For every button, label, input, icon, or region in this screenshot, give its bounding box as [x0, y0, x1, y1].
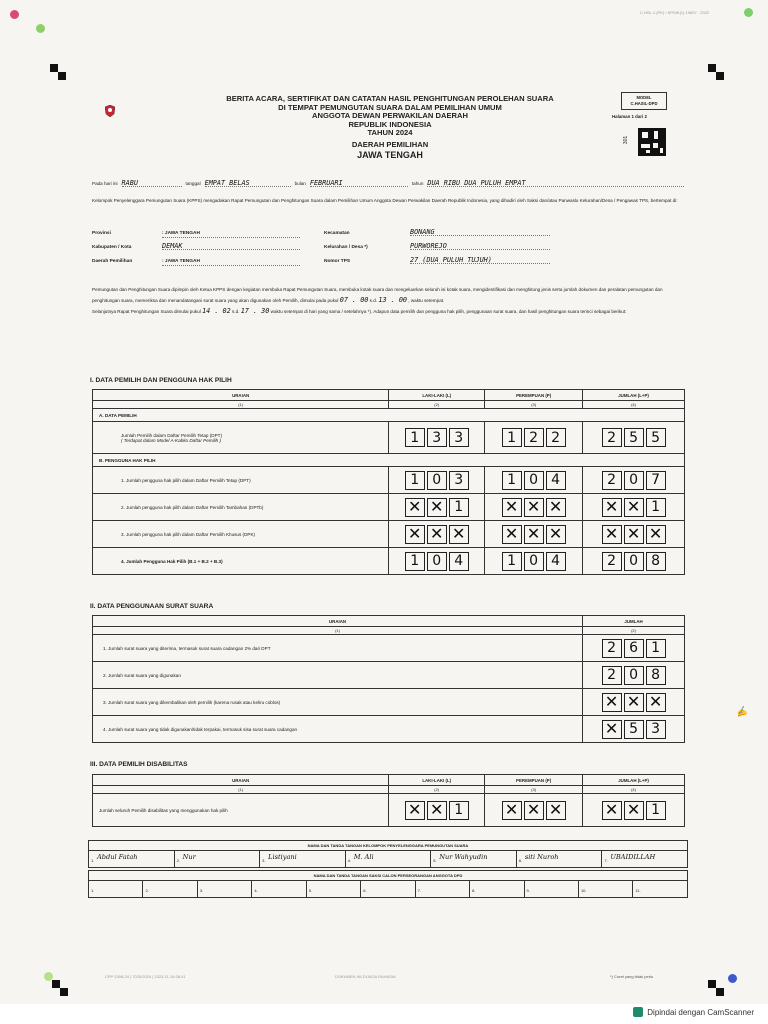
digit-box: 3	[646, 720, 666, 739]
date-label: tanggal	[185, 181, 201, 186]
table-row-label	[93, 422, 389, 454]
corner-mark-icon	[708, 980, 716, 988]
signature-number: 7.	[604, 858, 608, 863]
digit-box: ✕	[524, 525, 544, 544]
saksi-title: NAMA DAN TANDA TANGAN SAKSI CALON PERSEORANGAN ANGGOTA DPD	[89, 871, 688, 881]
digit-cell	[583, 422, 685, 454]
saksi-signature-cell	[470, 881, 524, 898]
dapil-label: Daerah Pemilihan	[92, 259, 133, 264]
location-block	[92, 228, 552, 272]
table-row-label: 2. Jumlah pengguna hak pilih dalam Daftar Pemilih Tambahan (DPTb)	[93, 494, 389, 521]
digit-box: ✕	[602, 498, 622, 517]
signature-number: 1.	[91, 858, 95, 863]
digit-box: 0	[427, 471, 447, 490]
digit-box: 1	[405, 552, 425, 571]
section-2-table	[92, 615, 685, 743]
col-number: (3)	[485, 401, 583, 409]
kpps-signature-cell	[89, 851, 175, 868]
table-row-label: Jumlah seluruh Pemilih disabilitas yang menggunakan hak pilih	[93, 794, 389, 827]
kpps-signature-cell	[174, 851, 260, 868]
provinsi-label: Provinsi	[92, 231, 111, 236]
corner-mark-icon	[716, 72, 724, 80]
table-row-label: 2. Jumlah surat suara yang digunakan	[93, 662, 583, 689]
date-label: Pada hari ini	[92, 181, 118, 186]
digit-cell	[485, 467, 583, 494]
signature-number: 3.	[262, 858, 266, 863]
until-label: s.d.	[369, 298, 378, 303]
col-header: URAIAN	[93, 616, 583, 627]
digit-box: 0	[624, 666, 644, 685]
digit-box: ✕	[524, 498, 544, 517]
kecamatan-value: BONANG	[410, 229, 550, 236]
signature-number: 8.	[472, 888, 476, 893]
signature-number: 5.	[308, 888, 313, 893]
col-header: URAIAN	[93, 390, 389, 401]
table-row-label: 4. Jumlah surat suara yang tidak digunakan/tidak terpakai, termasuk sisa surat suara cadangan	[93, 716, 583, 743]
row-text: Jumlah Pemilih dalam Daftar Pemilih Tetap (DPT)	[121, 432, 223, 438]
kabupaten-value: DEMAK	[162, 243, 300, 250]
digit-box: 2	[602, 471, 622, 490]
col-number: (1)	[93, 401, 389, 409]
date-label: tahun	[411, 181, 424, 186]
digit-box: 1	[502, 552, 522, 571]
digit-box: 4	[546, 471, 566, 490]
signature-name: Nur Wahyudin	[439, 853, 488, 861]
digit-box: 0	[524, 552, 544, 571]
count-end-time: 17 . 30	[240, 307, 270, 315]
digit-cell	[583, 716, 685, 743]
digit-box: 8	[646, 666, 666, 685]
section-1-title: I. DATA PEMILIH DAN PENGGUNA HAK PILIH	[90, 377, 232, 384]
digit-box: ✕	[449, 525, 469, 544]
digit-cell	[485, 494, 583, 521]
kpps-signature-cell	[602, 851, 688, 868]
count-start-time: 14 . 02	[202, 307, 231, 315]
digit-box: ✕	[624, 693, 644, 712]
digit-box: 1	[646, 801, 666, 820]
col-header: PEREMPUAN (P)	[485, 390, 583, 401]
signature-number: 2.	[145, 888, 149, 893]
signature-name: Nur	[182, 853, 196, 861]
col-number: (1)	[93, 627, 583, 635]
digit-box: 4	[449, 552, 469, 571]
digit-box: ✕	[546, 801, 566, 820]
signature-number: 6.	[363, 888, 367, 893]
col-number: (1)	[93, 786, 389, 794]
paragraph-text: waktu setempat di hari yang sama / setelahnya *). Adapun data pemilih dan pengguna hak pilih, penggunaan surat suara, dan hasil penghitungan suara terinci sebagai berikut:	[270, 309, 627, 314]
col-header: JUMLAH (L+P)	[583, 775, 685, 786]
signature-number: 11.	[635, 888, 641, 893]
digit-cell	[583, 794, 685, 827]
footer-left-text: CPP 2308-24 | 7020/2024 | 2023-11-16 08:41	[105, 974, 186, 979]
table-row-label: 3. Jumlah surat suara yang dikembalikan oleh pemilih (karena rusak atau keliru coblos)	[93, 689, 583, 716]
saksi-signature-cell	[578, 881, 632, 898]
digit-box: ✕	[427, 801, 447, 820]
row-note: ( Terdapat dalam Model A-Kabko Daftar Pemilih )	[121, 437, 222, 443]
corner-mark-icon	[58, 72, 66, 80]
kpps-signature-cell	[431, 851, 517, 868]
footer-right-text: *) Coret yang tidak perlu	[610, 974, 654, 979]
saksi-signature-cell	[143, 881, 197, 898]
table-row-label: 4. Jumlah Pengguna Hak Pilih (B.1 + B.2 + B.3)	[93, 548, 389, 575]
signature-name: UBAIDILLAH	[610, 853, 656, 861]
pin-icon	[728, 974, 737, 983]
kpps-title: NAMA DAN TANDA TANGAN KELOMPOK PENYELENGGARA PEMUNGUTAN SUARA	[89, 841, 688, 851]
digit-box: 2	[602, 639, 622, 658]
digit-box: 8	[646, 552, 666, 571]
saksi-signature-cell	[415, 881, 469, 898]
kelurahan-label: Kelurahan / Desa *)	[324, 245, 368, 250]
col-number: (4)	[583, 401, 685, 409]
paragraph-text: Selanjutnya Rapat Penghitungan Suara dimulai pukul	[92, 309, 201, 314]
until-label: s.d.	[232, 309, 240, 314]
col-header: PEREMPUAN (P)	[485, 775, 583, 786]
digit-box: 1	[646, 639, 666, 658]
signature-number: 3.	[199, 888, 204, 893]
saksi-signature-cell	[524, 881, 578, 898]
scanner-watermark	[633, 1007, 754, 1017]
pin-icon	[36, 24, 45, 33]
digit-box: 5	[624, 428, 644, 447]
section-3-table	[92, 774, 685, 827]
digit-box: 0	[427, 552, 447, 571]
signature-number: 10.	[580, 888, 587, 893]
digit-cell	[485, 422, 583, 454]
margin-signature-icon: ✍	[734, 706, 749, 720]
kpps-signature-cell	[345, 851, 431, 868]
kpu-logo-icon	[105, 105, 115, 117]
col-number: (2)	[389, 786, 485, 794]
digit-cell	[389, 467, 485, 494]
digit-box: 2	[546, 428, 566, 447]
digit-box: ✕	[602, 801, 622, 820]
model-code: C.HASIL-DPD	[630, 100, 658, 106]
intro-text: Kelompok Penyelenggara Pemungutan Suara (KPPS) mengadakan Rapat Pemungutan dan Penghitungan Suara dalam Pemilihan Umum Anggota Dewan Perwakilan Daerah Republik Indonesia, yang dihadiri oleh Saksi dan/atau Panwaslu Kelurahan/Desa / Pengawas TPS, bertempat di:	[92, 198, 678, 203]
tps-label: Nomor TPS	[324, 259, 351, 264]
digit-cell	[485, 794, 583, 827]
header-line: TAHUN 2024	[367, 128, 413, 138]
kecamatan-label: Kecamatan	[324, 231, 350, 236]
digit-cell	[583, 521, 685, 548]
paragraph-1	[92, 284, 686, 317]
signature-name: Listiyani	[268, 853, 297, 861]
digit-box: ✕	[602, 693, 622, 712]
signature-number: 2.	[176, 858, 180, 863]
footer-mid-text: DOKUMEN INI DIJAGA RAHASIA	[335, 974, 396, 979]
dapil-title: JAWA TENGAH	[357, 149, 423, 160]
digit-box: ✕	[427, 525, 447, 544]
digit-box: ✕	[405, 498, 425, 517]
digit-box: 1	[405, 428, 425, 447]
pin-icon	[10, 10, 19, 19]
year-value: DUA RIBU DUA PULUH EMPAT	[427, 180, 684, 187]
digit-box: 2	[602, 428, 622, 447]
header-line: DI TEMPAT PEMUNGUTAN SUARA DALAM PEMILIHAN UMUM	[278, 102, 502, 112]
digit-cell	[389, 521, 485, 548]
col-number: (2)	[583, 627, 685, 635]
digit-box: 0	[524, 471, 544, 490]
digit-cell	[389, 494, 485, 521]
table-row-label: 3. Jumlah pengguna hak pilih dalam Daftar Pemilih Khusus (DPK)	[93, 521, 389, 548]
digit-cell	[583, 689, 685, 716]
digit-box: 1	[646, 498, 666, 517]
digit-box: 1	[405, 471, 425, 490]
saksi-signature-cell	[361, 881, 415, 898]
col-number: (3)	[485, 786, 583, 794]
group-b-label: B. PENGGUNA HAK PILIH	[93, 454, 685, 467]
digit-box: 5	[624, 720, 644, 739]
digit-box: 0	[624, 471, 644, 490]
corner-mark-icon	[50, 64, 58, 72]
saksi-signature-cell	[306, 881, 360, 898]
digit-box: 2	[524, 428, 544, 447]
digit-box: ✕	[646, 525, 666, 544]
corner-mark-icon	[60, 988, 68, 996]
digit-cell	[583, 548, 685, 575]
digit-box: ✕	[502, 801, 522, 820]
digit-box: 3	[449, 471, 469, 490]
digit-box: 2	[602, 666, 622, 685]
header-line: ANGGOTA DEWAN PERWAKILAN DAERAH	[312, 111, 468, 121]
paragraph-text: Pemungutan dan Penghitungan Suara dipimpin oleh Ketua KPPS dengan kegiatan membuka Rapat Pemungutan Suara, membuka kotak suara dan mengeluarkan seluruh isi kotak suara, mengidentifikasi dan menghitung jenis serta jumlah dokumen dan peralatan pemungutan dan penghitungan suara, memeriksa dan menandatangani surat suara yang akan digunakan oleh Pemilih, dimulai pada pukul	[92, 287, 663, 303]
signature-number: 4.	[254, 888, 258, 893]
saksi-signature-cell	[633, 881, 688, 898]
col-header: URAIAN	[93, 775, 389, 786]
signature-name: siti Nuroh	[524, 853, 559, 861]
digit-cell	[583, 494, 685, 521]
header-line: REPUBLIK INDONESIA	[348, 119, 432, 129]
signature-name: Abdul Fatah	[97, 853, 138, 861]
section-1-table	[92, 389, 685, 575]
digit-box: ✕	[546, 498, 566, 517]
col-number: (2)	[389, 401, 485, 409]
qr-code-icon	[638, 128, 666, 156]
table-row-label: 1. Jumlah pengguna hak pilih dalam Daftar Pemilih Tetap (DPT)	[93, 467, 389, 494]
digit-box: 0	[624, 552, 644, 571]
top-code: C.HSL.1.(PK) / KPDIK(1) 19897 - 2022	[640, 10, 710, 15]
digit-box: 4	[546, 552, 566, 571]
form-header	[150, 95, 630, 160]
signature-number: 4.	[347, 858, 352, 863]
dapil-value: : JAWA TENGAH	[162, 259, 300, 266]
saksi-signature-cell	[252, 881, 306, 898]
digit-cell	[485, 521, 583, 548]
digit-box: 5	[646, 428, 666, 447]
digit-cell	[389, 548, 485, 575]
digit-cell	[583, 635, 685, 662]
signature-number: 7.	[417, 888, 421, 893]
digit-box: 3	[449, 428, 469, 447]
model-label: MODEL	[636, 95, 652, 100]
digit-box: 1	[502, 428, 522, 447]
saksi-signature-row	[89, 881, 688, 898]
digit-cell	[583, 662, 685, 689]
saksi-signature-cell	[197, 881, 251, 898]
digit-box: ✕	[405, 801, 425, 820]
corner-mark-icon	[708, 64, 716, 72]
date-value: EMPAT BELAS	[205, 180, 291, 187]
digit-box: ✕	[602, 525, 622, 544]
group-a-label: A. DATA PEMILIH	[93, 409, 685, 422]
kpps-signature-row	[89, 851, 688, 868]
digit-box: ✕	[624, 525, 644, 544]
digit-box: ✕	[502, 498, 522, 517]
camscanner-icon	[633, 1007, 643, 1017]
scanner-text: Dipindai dengan CamScanner	[647, 1007, 754, 1017]
corner-mark-icon	[716, 988, 724, 996]
paragraph-text: , waktu setempat.	[408, 298, 445, 303]
pin-icon	[744, 8, 753, 17]
digit-box: ✕	[624, 801, 644, 820]
start-time: 07 . 00	[339, 296, 369, 304]
section-3-title: III. DATA PEMILIH DISABILITAS	[90, 761, 188, 768]
scanner-footer	[0, 1004, 768, 1024]
digit-box: ✕	[624, 498, 644, 517]
digit-box: ✕	[646, 693, 666, 712]
kpps-signature-cell	[260, 851, 346, 868]
date-label: bulan	[294, 181, 306, 186]
tps-value: 27 (DUA PULUH TUJUH)	[410, 257, 550, 264]
digit-box: ✕	[546, 525, 566, 544]
digit-box: ✕	[427, 498, 447, 517]
saksi-signature-table	[88, 870, 688, 898]
month-value: FEBRUARI	[310, 180, 408, 187]
digit-box: ✕	[502, 525, 522, 544]
saksi-signature-cell	[89, 881, 143, 898]
page-indicator: Halaman 1 dari 2	[612, 114, 647, 119]
col-header: JUMLAH	[583, 616, 685, 627]
header-line: DAERAH PEMILIHAN	[351, 139, 429, 149]
digit-cell	[583, 467, 685, 494]
signature-number: 9.	[526, 888, 530, 893]
header-line: BERITA ACARA, SERTIFIKAT DAN CATATAN HASIL PENGHITUNGAN PEROLEHAN SUARA	[226, 94, 554, 103]
col-header: LAKI-LAKI (L)	[389, 775, 485, 786]
digit-box: 7	[646, 471, 666, 490]
table-row-label: 1. Jumlah surat suara yang diterima, termasuk surat suara cadangan 2% dari DPT	[93, 635, 583, 662]
signature-number: 1.	[91, 888, 95, 893]
corner-mark-icon	[52, 980, 60, 988]
kelurahan-value: PURWOREJO	[410, 243, 550, 250]
kpps-signature-table	[88, 840, 688, 868]
digit-cell	[389, 794, 485, 827]
kpps-signature-cell	[516, 851, 602, 868]
digit-box: 6	[624, 639, 644, 658]
provinsi-value: : JAWA TENGAH	[162, 231, 300, 238]
col-header: LAKI-LAKI (L)	[389, 390, 485, 401]
signature-name: M. Ali	[353, 853, 374, 861]
end-time: 13 . 00	[378, 296, 408, 304]
digit-cell	[485, 548, 583, 575]
date-line	[92, 180, 684, 187]
side-code: 301	[623, 135, 630, 145]
col-header: JUMLAH (L+P)	[583, 390, 685, 401]
digit-box: ✕	[405, 525, 425, 544]
digit-box: ✕	[602, 720, 622, 739]
col-number: (4)	[583, 786, 685, 794]
model-box	[621, 92, 667, 110]
digit-box: 2	[602, 552, 622, 571]
section-2-title: II. DATA PENGGUNAAN SURAT SUARA	[90, 603, 214, 610]
digit-cell	[389, 422, 485, 454]
digit-box: ✕	[524, 801, 544, 820]
day-value: RABU	[122, 180, 182, 187]
digit-box: 3	[427, 428, 447, 447]
digit-box: 1	[449, 801, 469, 820]
digit-box: 1	[502, 471, 522, 490]
signature-number: 6.	[518, 858, 523, 863]
digit-box: 1	[449, 498, 469, 517]
signature-number: 5.	[433, 858, 437, 863]
kabupaten-label: Kabupaten / Kota	[92, 245, 132, 250]
